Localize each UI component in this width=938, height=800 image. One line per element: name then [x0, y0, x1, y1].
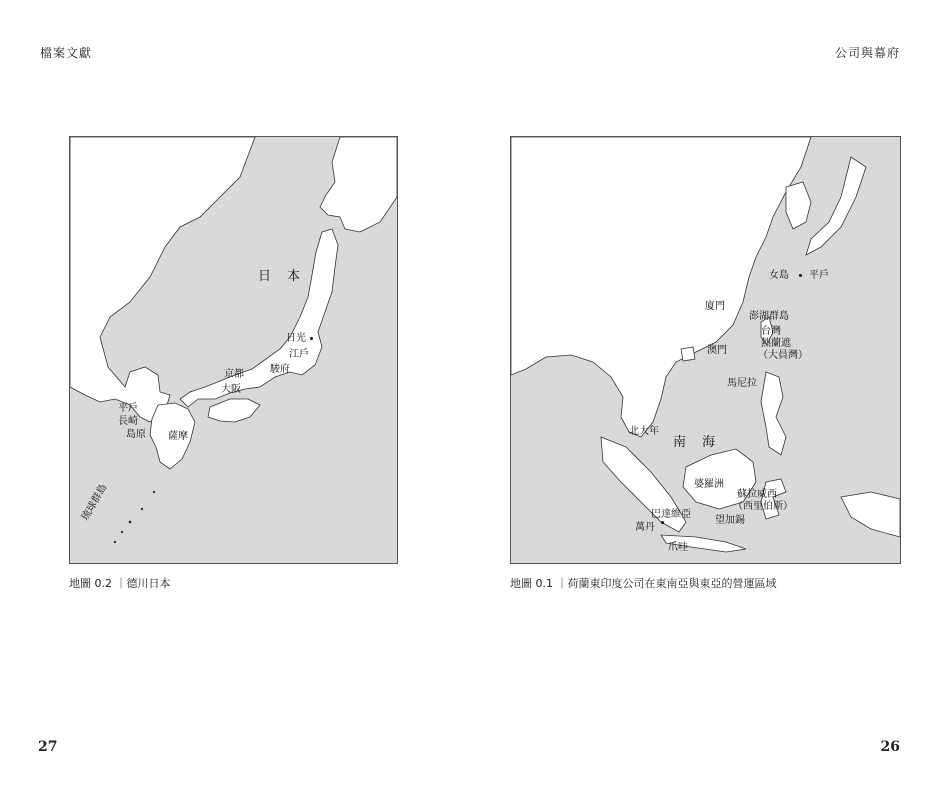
- page-number-left: 27: [38, 739, 58, 755]
- label-nujima: 女島: [769, 270, 789, 281]
- label-hirado: 平戶: [118, 403, 138, 414]
- label-macau: 澳門: [707, 345, 727, 356]
- label-south-sea: 南 海: [673, 435, 722, 450]
- label-satsuma: 薩摩: [168, 431, 188, 442]
- label-makassar: 望加錫: [715, 515, 745, 526]
- label-japan: 日 本: [258, 269, 307, 284]
- label-zeelandia: 熱蘭遮: [761, 338, 791, 349]
- label-nikko: 日光: [286, 333, 306, 344]
- city-marker: [310, 337, 313, 340]
- running-header-right: 公司與幕府: [834, 46, 900, 60]
- page-number-right: 26: [880, 739, 900, 755]
- label-nagasaki: 長崎: [118, 416, 138, 427]
- running-header-left: 檔案文獻: [40, 46, 93, 60]
- label-patani: 北大年: [629, 426, 659, 437]
- label-shimabara: 島原: [126, 429, 146, 440]
- japan-map-landmass: [70, 137, 397, 563]
- label-java: 爪哇: [668, 542, 688, 553]
- label-amoy: 廈門: [705, 301, 725, 312]
- asia-map-landmass: [511, 137, 900, 563]
- label-tayouan: （大員灣）: [758, 350, 808, 361]
- label-kyoto: 京都: [224, 369, 244, 380]
- city-marker: [799, 274, 802, 277]
- city-marker: [661, 521, 664, 524]
- label-banten: 萬丹: [635, 522, 655, 533]
- map-voc-asia: [510, 136, 901, 564]
- label-manila: 馬尼拉: [727, 378, 757, 389]
- label-hirado: 平戶: [809, 270, 829, 281]
- map-tokugawa-japan: [69, 136, 398, 564]
- label-taiwan: 台灣: [761, 326, 781, 337]
- label-osaka: 大阪: [221, 384, 241, 395]
- label-borneo: 婆羅洲: [694, 479, 724, 490]
- label-penghu: 澎湖群島: [749, 311, 789, 322]
- label-ryukyu: 琉球群島: [80, 482, 110, 523]
- caption-map-0-1: 地圖 0.1 ｜荷蘭東印度公司在東南亞與東亞的營運區域: [510, 577, 777, 590]
- label-sunpu: 駿府: [270, 364, 290, 375]
- label-celebes: （西里伯斯）: [733, 501, 793, 512]
- caption-map-0-2: 地圖 0.2 ｜德川日本: [69, 577, 171, 590]
- label-edo: 江戶: [289, 349, 309, 360]
- label-sulawesi: 蘇拉威西: [737, 489, 777, 500]
- label-batavia: 巴達維亞: [651, 509, 691, 520]
